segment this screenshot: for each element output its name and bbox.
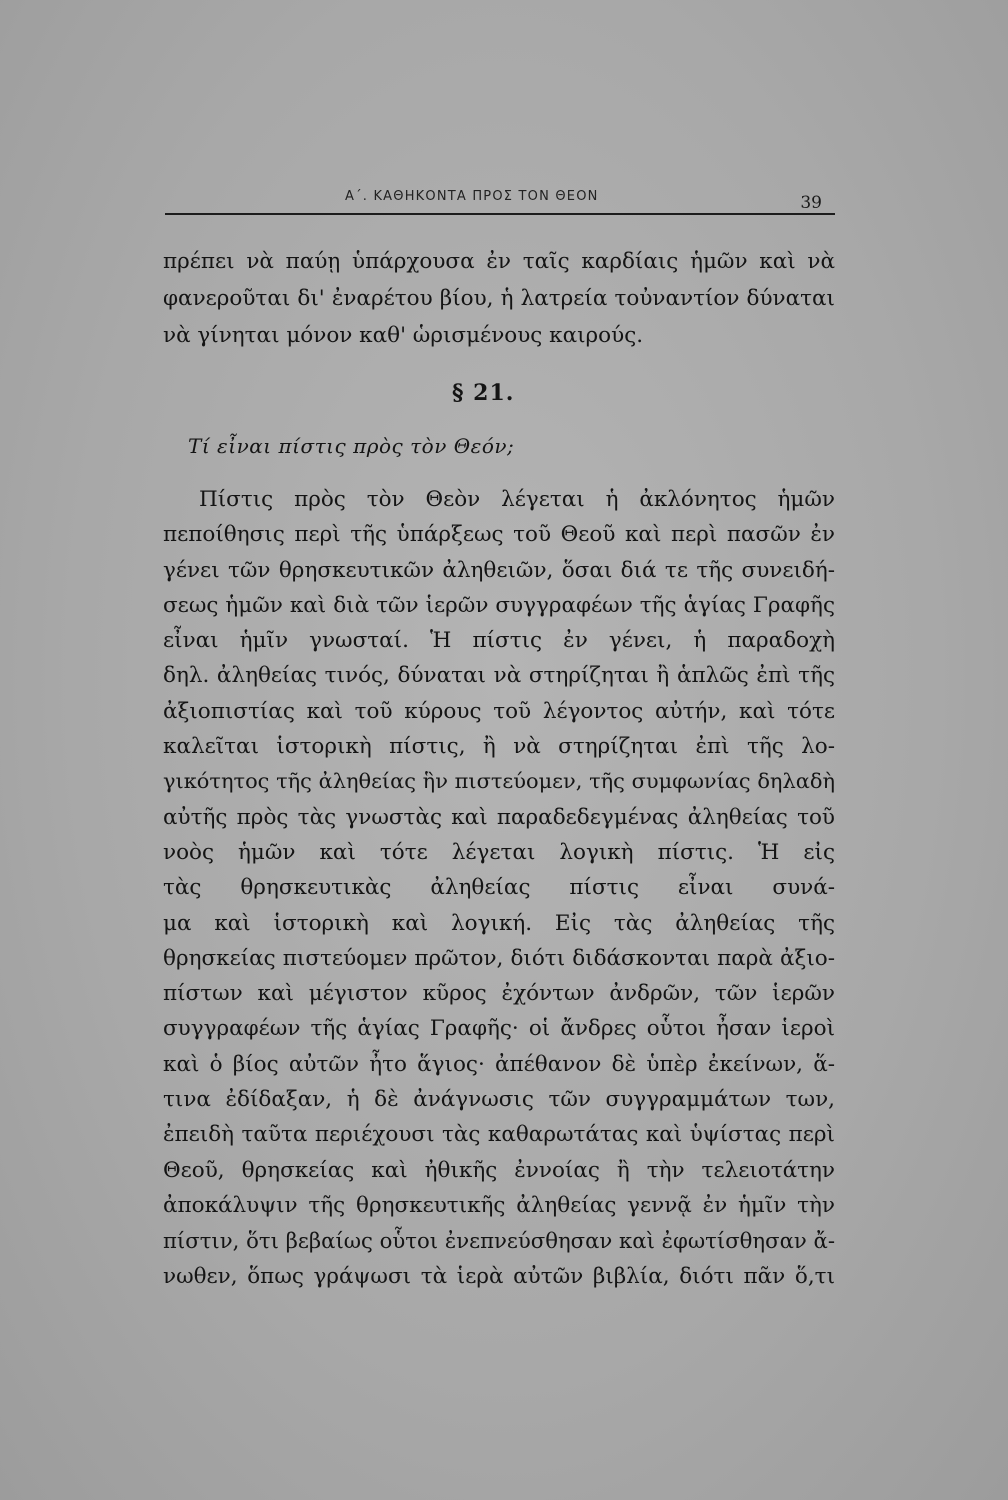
text-line: μα καὶ ἱστορικὴ καὶ λογική. Εἰς τὰς ἀληθείας τῆς xyxy=(163,910,835,936)
page-number: 39 xyxy=(800,193,822,213)
text-line: αὐτῆς πρὸς τὰς γνωστὰς καὶ παραδεδεγμένας ἀληθείας τοῦ xyxy=(163,804,835,830)
text-line: πεποίθησις περὶ τῆς ὑπάρξεως τοῦ Θεοῦ καὶ περὶ πασῶν ἐν xyxy=(163,522,835,548)
text-line: εἶναι ἡμῖν γνωσταί. Ἡ πίστις ἐν γένει, ἡ παραδοχὴ xyxy=(163,628,835,654)
text-line: Πίστις πρὸς τὸν Θεὸν λέγεται ἡ ἀκλόνητος ἡμῶν xyxy=(199,487,835,512)
page-header xyxy=(160,185,836,215)
text-line: ἐπειδὴ ταῦτα περιέχουσι τὰς καθαρωτάτας καὶ ὑψίστας περὶ xyxy=(163,1122,835,1148)
text-line: πίστων καὶ μέγιστον κῦρος ἐχόντων ἀνδρῶν, τῶν ἱερῶν xyxy=(163,981,835,1007)
text-line: τὰς θρησκευτικὰς ἀληθείας πίστις εἶναι συνά- xyxy=(163,875,835,901)
text-line: ἀξιοπιστίας καὶ τοῦ κύρους τοῦ λέγοντος αὐτήν, καὶ τότε xyxy=(163,698,835,724)
text-line: Θεοῦ, θρησκείας καὶ ἠθικῆς ἐννοίας ἢ τὴν τελειοτάτην xyxy=(163,1157,835,1183)
text-line: καλεῖται ἱστορικὴ πίστις, ἢ νὰ στηρίζηται ἐπὶ τῆς λο- xyxy=(163,734,835,760)
text-line: πίστιν, ὅτι βεβαίως οὗτοι ἐνεπνεύσθησαν καὶ ἐφωτίσθησαν ἄ- xyxy=(163,1228,835,1254)
text-line: νοὸς ἡμῶν καὶ τότε λέγεται λογικὴ πίστις. Ἡ εἰς xyxy=(163,839,835,865)
text-line: νὰ γίνηται μόνον καθ' ὡρισμένους καιρούς. xyxy=(163,322,644,348)
text-line: νωθεν, ὅπως γράψωσι τὰ ἱερὰ αὐτῶν βιβλία, διότι πᾶν ὅ,τι xyxy=(163,1263,835,1289)
header-rule xyxy=(165,213,835,215)
text-line: πρέπει νὰ παύῃ ὑπάρχουσα ἐν ταῖς καρδίαις ἡμῶν καὶ νὰ xyxy=(163,249,835,274)
section-question: Τί εἶναι πίστις πρὸς τὸν Θεόν; xyxy=(188,434,515,458)
text-line: γικότητος τῆς ἀληθείας ἣν πιστεύομεν, τῆς συμφωνίας δηλαδὴ xyxy=(163,769,835,794)
text-line: δηλ. ἀληθείας τινός, δύναται νὰ στηρίζηται ἢ ἁπλῶς ἐπὶ τῆς xyxy=(163,663,835,689)
paragraph-faith xyxy=(163,482,835,1294)
text-line: σεως ἡμῶν καὶ διὰ τῶν ἱερῶν συγγραφέων τῆς ἁγίας Γραφῆς xyxy=(163,592,835,618)
text-line: καὶ ὁ βίος αὐτῶν ἦτο ἅγιος· ἀπέθανον δὲ ὑπὲρ ἐκείνων, ἅ- xyxy=(163,1051,835,1077)
text-line: τινα ἐδίδαξαν, ἡ δὲ ἀνάγνωσις τῶν συγγραμμάτων των, xyxy=(163,1087,835,1113)
text-line: φανεροῦται δι' ἐναρέτου βίου, ἡ λατρεία τοὐναντίον δύναται xyxy=(163,285,835,311)
text-line: θρησκείας πιστεύομεν πρῶτον, διότι διδάσκονται παρὰ ἀξιο- xyxy=(163,945,835,971)
text-line: ἀποκάλυψιν τῆς θρησκευτικῆς ἀληθείας γεννᾷ ἐν ἡμῖν τὴν xyxy=(163,1192,835,1218)
paragraph-continued xyxy=(163,244,835,354)
running-head: Α΄. ΚΑΘΗΚΟΝΤΑ ΠΡΟΣ ΤΟΝ ΘΕΟΝ xyxy=(345,189,599,204)
text-line: συγγραφέων τῆς ἁγίας Γραφῆς· οἱ ἄνδρες οὗτοι ἦσαν ἱεροὶ xyxy=(163,1016,835,1042)
section-heading: § 21. xyxy=(452,380,515,406)
text-line: γένει τῶν θρησκευτικῶν ἀληθειῶν, ὅσαι διά τε τῆς συνειδή- xyxy=(163,557,835,583)
